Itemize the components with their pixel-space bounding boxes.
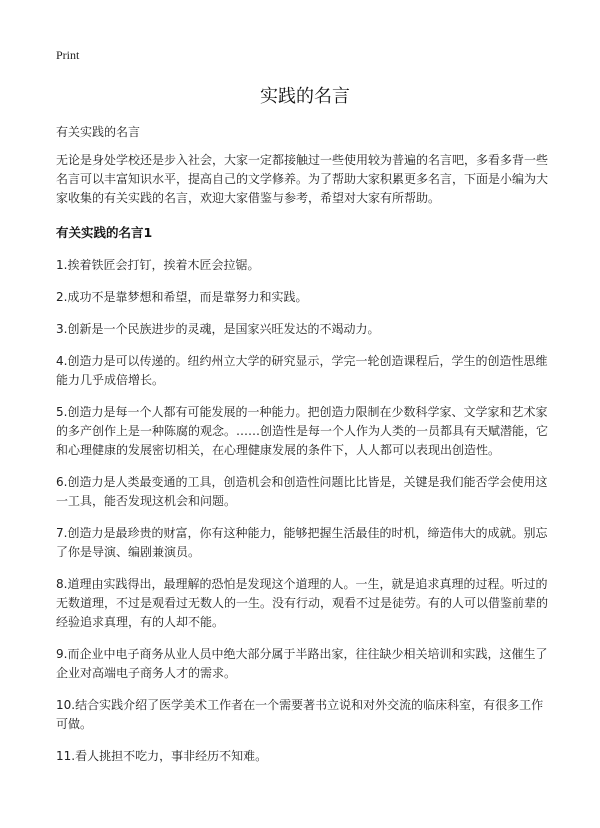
quote-item: 7.创造力是最珍贵的财富，你有这种能力，能够把握生活最佳的时机，缔造伟大的成就。别忘了你是导演、编剧兼演员。 [56,526,548,559]
quote-list [56,256,554,766]
quote-item: 11.看人挑担不吃力，事非经历不知难。 [56,749,268,763]
quote-item: 10.结合实践介绍了医学美术工作者在一个需要著书立说和对外交流的临床科室，有很多工作可做。 [56,698,544,731]
section-heading: 有关实践的名言1 [56,225,153,240]
page-title: 实践的名言 [260,86,350,107]
article-subtitle: 有关实践的名言 [56,125,141,139]
quote-item: 1.挨着铁匠会打钉，挨着木匠会拉锯。 [56,258,260,272]
quote-item: 3.创新是一个民族进步的灵魂，是国家兴旺发达的不竭动力。 [56,322,380,336]
quote-item: 5.创造力是每一个人都有可能发展的一种能力。把创造力限制在少数科学家、文学家和艺术家的多产创作上是一种陈腐的观念。……创造性是每一个人作为人类的一员都具有天赋潜能，它和心理健康的发展密切相关，在心理健康发展的条件下，人人都可以表现出创造性。 [56,405,549,457]
quote-item: 4.创造力是可以传递的。纽约州立大学的研究显示，学完一轮创造课程后，学生的创造性思维能力几乎成倍增长。 [56,354,548,387]
quote-item: 8.道理由实践得出，最理解的恐怕是发现这个道理的人。一生，就是追求真理的过程。听过的无数道理，不过是观看过无数人的一生。没有行动，观看不过是徒劳。有的人可以借鉴前辈的经验追求真理，有的人却不能。 [56,577,549,629]
print-link[interactable]: Print [56,48,80,62]
quote-item: 9.而企业中电子商务从业人员中绝大部分属于半路出家，往往缺少相关培训和实践，这催生了企业对高端电子商务人才的需求。 [56,647,548,680]
intro-paragraph: 无论是身处学校还是步入社会，大家一定都接触过一些使用较为普遍的名言吧，多看多背一些名言可以丰富知识水平，提高自己的文学修养。为了帮助大家积累更多名言，下面是小编为大家收集的有关实践的名言，欢迎大家借鉴与参考，希望对大家有所帮助。 [56,153,549,205]
quote-item: 2.成功不是靠梦想和希望，而是靠努力和实践。 [56,290,308,304]
quote-item: 6.创造力是人类最变通的工具，创造机会和创造性问题比比皆是，关键是我们能否学会使用这一工具，能否发现这机会和问题。 [56,475,548,508]
